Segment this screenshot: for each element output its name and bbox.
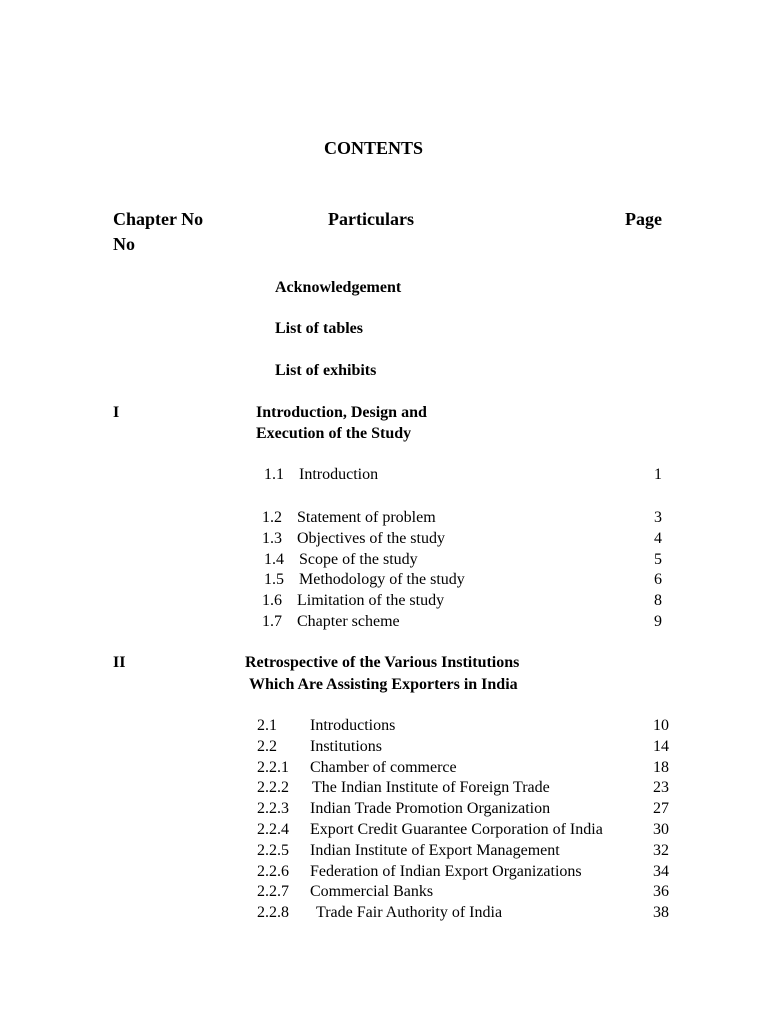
toc-entry: Introduction (299, 466, 379, 483)
toc-entry: Federation of Indian Export Organizations (310, 863, 582, 880)
toc-page: 6 (654, 571, 662, 588)
chapter-title-line: Execution of the Study (256, 425, 412, 442)
toc-page: 30 (653, 821, 669, 838)
toc-number: 2.2.5 (257, 842, 289, 859)
toc-entry: Trade Fair Authority of India (316, 904, 503, 921)
front-matter-list-of-tables: List of tables (275, 320, 363, 337)
toc-number: 1.4 (264, 551, 284, 568)
header-chapter-no: Chapter No (113, 209, 204, 229)
header-page: Page (625, 209, 662, 229)
toc-number: 2.2.8 (257, 904, 289, 921)
toc-entry: Methodology of the study (299, 571, 465, 588)
toc-number: 1.3 (262, 530, 282, 547)
toc-page: 32 (653, 842, 669, 859)
chapter-number: II (113, 654, 126, 671)
toc-entry: Limitation of the study (297, 592, 445, 609)
toc-number: 2.2.1 (257, 759, 289, 776)
toc-number: 2.1 (257, 717, 277, 734)
toc-page: 27 (653, 800, 669, 817)
toc-number: 2.2 (257, 738, 277, 755)
toc-entry: Statement of problem (297, 509, 436, 526)
toc-page: 34 (653, 863, 669, 880)
toc-entry: Indian Trade Promotion Organization (310, 800, 551, 817)
toc-number: 1.1 (264, 466, 284, 483)
toc-number: 2.2.2 (257, 779, 289, 796)
chapter-title-line: Which Are Assisting Exporters in India (249, 676, 518, 693)
page-title: CONTENTS (324, 138, 424, 158)
chapter-title-line: Introduction, Design and (256, 404, 427, 421)
toc-entry: Chapter scheme (297, 613, 400, 630)
toc-entry: The Indian Institute of Foreign Trade (312, 779, 550, 796)
front-matter-acknowledgement: Acknowledgement (275, 279, 402, 296)
chapter-title-line: Retrospective of the Various Institutions (245, 654, 520, 671)
toc-number: 1.2 (262, 509, 282, 526)
header-particulars: Particulars (328, 209, 414, 229)
toc-page: 18 (653, 759, 669, 776)
toc-entry: Institutions (310, 738, 383, 755)
toc-page: 23 (653, 779, 669, 796)
toc-entry: Export Credit Guarantee Corporation of India (310, 821, 603, 838)
toc-page: 9 (654, 613, 662, 630)
toc-entry: Indian Institute of Export Management (310, 842, 560, 859)
toc-entry: Objectives of the study (297, 530, 445, 547)
toc-page: 1 (654, 466, 662, 483)
toc-entry: Scope of the study (299, 551, 418, 568)
toc-page: 10 (653, 717, 669, 734)
toc-entry: Chamber of commerce (310, 759, 457, 776)
toc-page: 36 (653, 883, 669, 900)
toc-page: 8 (654, 592, 662, 609)
toc-entry: Introductions (310, 717, 396, 734)
toc-page: 4 (654, 530, 662, 547)
toc-number: 2.2.6 (257, 863, 289, 880)
toc-number: 2.2.4 (257, 821, 289, 838)
toc-number: 1.5 (264, 571, 284, 588)
toc-page: 5 (654, 551, 662, 568)
toc-number: 2.2.3 (257, 800, 289, 817)
header-chapter-no-wrap: No (113, 234, 135, 254)
toc-number: 2.2.7 (257, 883, 289, 900)
toc-page: 3 (654, 509, 662, 526)
chapter-number: I (113, 404, 120, 421)
toc-number: 1.7 (262, 613, 282, 630)
toc-number: 1.6 (262, 592, 282, 609)
front-matter-list-of-exhibits: List of exhibits (275, 362, 377, 379)
toc-page: 38 (653, 904, 669, 921)
toc-entry: Commercial Banks (310, 883, 434, 900)
toc-page: 14 (653, 738, 669, 755)
